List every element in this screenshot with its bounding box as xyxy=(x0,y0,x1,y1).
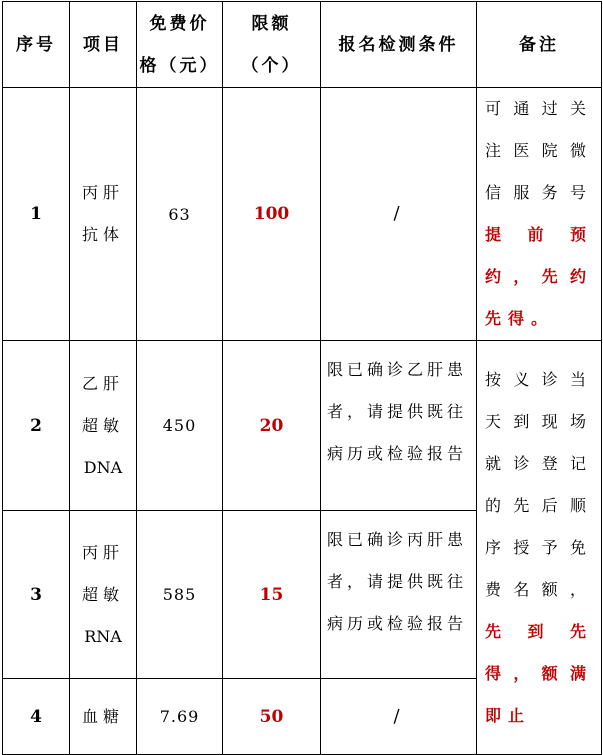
row-condition: 限已确诊丙肝患者，请提供既往病历或检验报告 xyxy=(321,511,477,679)
row-item xyxy=(70,341,137,511)
row-item-line: RNA xyxy=(84,626,122,646)
free-clinic-quota-table xyxy=(2,1,602,755)
row-price: 7.69 xyxy=(137,679,223,755)
row-item-line: 丙肝 xyxy=(81,542,124,562)
row-item xyxy=(70,88,137,341)
row-condition: 限已确诊乙肝患者，请提供既往病历或检验报告 xyxy=(321,341,477,511)
row-condition: / xyxy=(321,88,477,341)
row-limit: 50 xyxy=(223,679,321,755)
header-seq: 序号 xyxy=(3,2,70,88)
row-price: 585 xyxy=(137,511,223,679)
header-price xyxy=(137,2,223,88)
row-item: 血糖 xyxy=(70,679,137,755)
header-limit xyxy=(223,2,321,88)
row-item-line: 丙肝 xyxy=(81,183,124,202)
row-limit: 15 xyxy=(223,511,321,679)
note-text: 可通过关注医院微信服务号 xyxy=(485,99,593,202)
row-item-line: DNA xyxy=(83,457,123,477)
row-item-line: 超敏 xyxy=(81,415,124,435)
row-seq: 4 xyxy=(3,679,70,755)
row-limit: 20 xyxy=(223,341,321,511)
header-condition: 报名检测条件 xyxy=(321,2,477,88)
row-limit: 100 xyxy=(223,88,321,341)
table-row xyxy=(3,341,602,511)
header-limit-line1: 限额 xyxy=(251,13,292,34)
note-text: 按义诊当天到现场就诊登记的先后顺序授予免费名额， xyxy=(485,369,593,599)
header-limit-line2: （个） xyxy=(241,55,302,76)
header-note: 备注 xyxy=(477,2,602,88)
row-price: 63 xyxy=(137,88,223,341)
header-price-line1: 免费价 xyxy=(149,13,210,34)
row-seq: 2 xyxy=(3,341,70,511)
row-item-line: 抗体 xyxy=(81,225,124,244)
row-item xyxy=(70,511,137,679)
header-row xyxy=(3,2,602,88)
header-item: 项目 xyxy=(70,2,137,88)
table-row xyxy=(3,88,602,341)
row-seq: 1 xyxy=(3,88,70,341)
row-note-merged xyxy=(477,341,602,755)
row-item-line: 超敏 xyxy=(81,584,124,604)
row-item-line: 乙肝 xyxy=(81,373,124,393)
note-highlight: 提前预约，先约先得。 xyxy=(485,225,593,328)
row-seq: 3 xyxy=(3,511,70,679)
row-price: 450 xyxy=(137,341,223,511)
header-price-line2: 格（元） xyxy=(139,55,220,76)
row-note xyxy=(477,88,602,341)
row-condition: / xyxy=(321,679,477,755)
note-highlight: 先到先得，额满即止 xyxy=(485,621,593,725)
